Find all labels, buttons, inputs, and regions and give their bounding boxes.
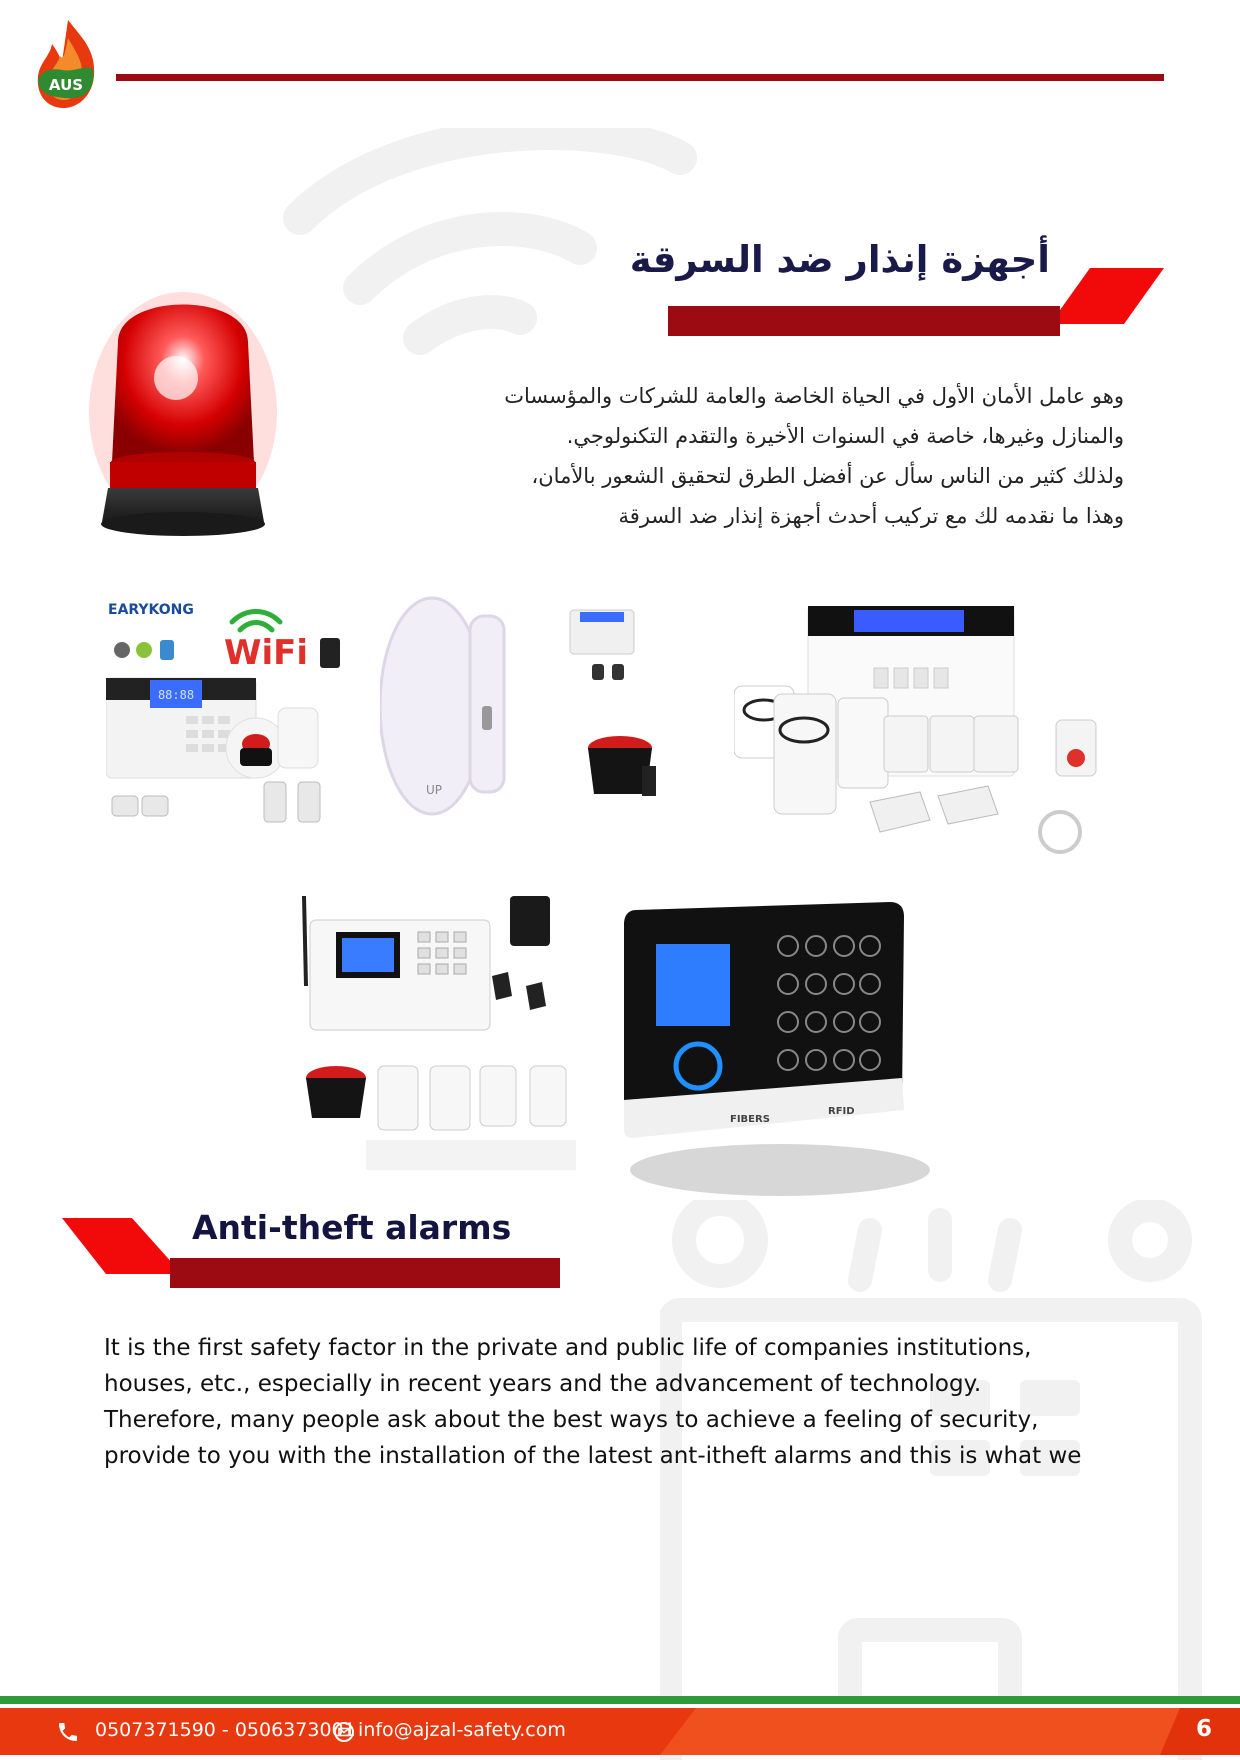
arabic-line: وهذا ما نقدمه لك مع تركيب أحدث أجهزة إنذار ضد السرقة [618,504,1124,528]
control-panel-watermark-icon [660,1200,1213,1760]
english-title-slant-shape [62,1218,182,1274]
company-logo [32,18,104,110]
arabic-line: ولذلك كثير من الناس سأل عن أفضل الطرق لتحقيق الشعور بالأمان، [531,464,1124,488]
english-line: It is the first safety factor in the private and public life of companies institutions, [104,1335,1032,1361]
arabic-line: والمنازل وغيرها، خاصة في السنوات الأخيرة والتقدم التكنولوجي. [566,424,1124,448]
panel-brand-label: FIBERS [730,1114,770,1125]
product-image-alarm-system-kit [734,606,1110,862]
page-number: 6 [1196,1716,1213,1742]
footer-email[interactable]: info@ajzal-safety.com [358,1719,566,1741]
english-line: houses, etc., especially in recent years and the advancement of technology. [104,1371,982,1397]
product-image-wifi-kit [106,598,346,844]
english-section-body [104,1330,1164,1474]
product-image-touch-panel [620,900,930,1200]
product-image-gsm-alarm-kit [296,890,586,1170]
english-line: Therefore, many people ask about the best ways to achieve a feeling of security, [104,1407,1039,1433]
product-screen-digits: 88:88 [157,688,195,702]
footer-green-stripe [0,1696,1240,1704]
phone-icon [56,1720,80,1744]
email-icon [334,1722,354,1742]
red-siren-image [88,282,278,572]
product-wifi-label: WiFi [224,633,309,673]
product-door-sensor-label: UP [425,783,443,797]
arabic-section-title: أجهزة إنذار ضد السرقة [629,238,1050,281]
arabic-title-bar [668,306,1060,336]
product-image-door-sensor [380,596,690,822]
panel-rfid-label: RFID [828,1106,855,1117]
english-section-title: Anti-theft alarms [192,1208,512,1247]
arabic-title-slant-shape [1050,268,1164,324]
product-brand-label: EARYKONG [108,602,194,618]
english-title-bar [170,1258,560,1288]
logo-text: AUS [48,76,84,94]
footer-accent-shape [660,1708,1240,1755]
english-line: provide to you with the installation of the latest ant-itheft alarms and this is what we [104,1443,1082,1469]
header-rule [116,74,1164,81]
footer-phone-numbers[interactable]: 0507371590 - 0506373001 [95,1719,356,1741]
arabic-line: وهو عامل الأمان الأول في الحياة الخاصة والعامة للشركات والمؤسسات [504,384,1124,408]
arabic-section-body [344,376,1124,536]
